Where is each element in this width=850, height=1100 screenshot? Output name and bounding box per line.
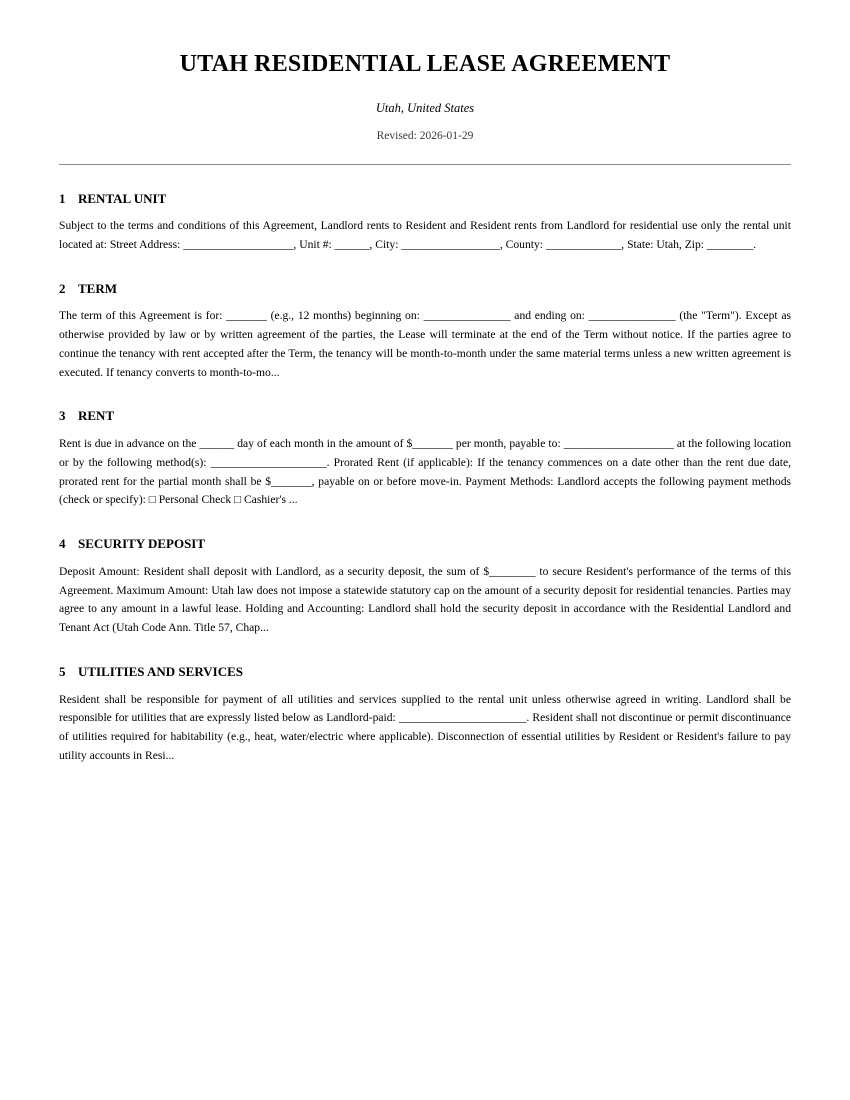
section-number: 1 [59,190,66,206]
section-rental-unit [59,191,791,255]
section-body-rental-unit: Subject to the terms and conditions of this Agreement, Landlord rents to Resident and Resident rents from Landlord for residential use only the rental unit located at: Street Address: ___________________, Unit #: ______, City: _________________, County: _____________, State: Utah, Zip: ________. [59,219,791,251]
section-term [59,281,791,383]
page-title: UTAH RESIDENTIAL LEASE AGREEMENT [179,51,671,77]
section-heading-term [59,281,791,297]
section-body-security-deposit: Deposit Amount: Resident shall deposit with Landlord, as a security deposit, the sum of $________ to secure Resident's performance of the terms of this Agreement. Maximum Amount: Utah law does not impose a statewide statutory cap on the amount of a security deposit for residential tenancies. Parties may agree to any amount in a lawful lease. Holding and Accounting: Landlord shall hold the security deposit in accordance with the Residential Landlord and Tenant Act (Utah Code Ann. Title 57, Chap... [59,564,791,635]
section-title: UTILITIES AND SERVICES [78,663,243,679]
section-title: TERM [78,280,117,296]
section-number: 2 [59,280,66,296]
section-number: 5 [59,663,66,679]
section-title: RENT [78,408,115,424]
header-divider [59,164,791,165]
section-body-utilities-and-services: Resident shall be responsible for payment of all utilities and services supplied to the rental unit unless otherwise agreed in writing. Landlord shall be responsible for utilities that are expressly listed below as Landlord-paid: ______________________. Resident shall not discontinue or permit discontinuance of utilities required for habitability (e.g., heat, water/electric where applicable). Disconnection of essential utilities by Resident or Resident's failure to pay utility accounts in Resi... [59,692,791,762]
document-revised-date: Revised: 2026-01-29 [376,129,474,142]
section-title: RENTAL UNIT [78,190,167,206]
section-title: SECURITY DEPOSIT [78,536,206,552]
section-heading-utilities-and-services [59,664,791,680]
section-number: 3 [59,408,66,424]
section-heading-security-deposit [59,536,791,552]
section-rent [59,408,791,510]
section-heading-rental-unit [59,191,791,207]
section-number: 4 [59,536,66,552]
document-jurisdiction: Utah, United States [375,100,475,115]
section-heading-rent [59,408,791,424]
section-body-term: The term of this Agreement is for: _______ (e.g., 12 months) beginning on: _______________ and ending on: _______________ (the "Term"). Except as otherwise provided by law or by written agreement of the parties, the Lease will terminate at the end of the Term without notice. If the parties agree to continue the tenancy with rent accepted after the Term, the tenancy will be month-to-month under the same material terms unless a new written agreement is executed. If tenancy converts to month-to-mo... [59,309,791,379]
section-security-deposit [59,536,791,638]
section-body-rent: Rent is due in advance on the ______ day of each month in the amount of $_______ per month, payable to: ___________________ at the following location or by the following method(s): ____________________. Prorated Rent (if applicable): If the tenancy commences on a date other than the rent due date, prorated rent for the partial month shall be $_______, payable on or before move-in. Payment Methods: Landlord accepts the following payment methods (check or specify): □ Personal Check □ Cashier's ... [59,437,791,507]
section-utilities-and-services [59,664,791,766]
